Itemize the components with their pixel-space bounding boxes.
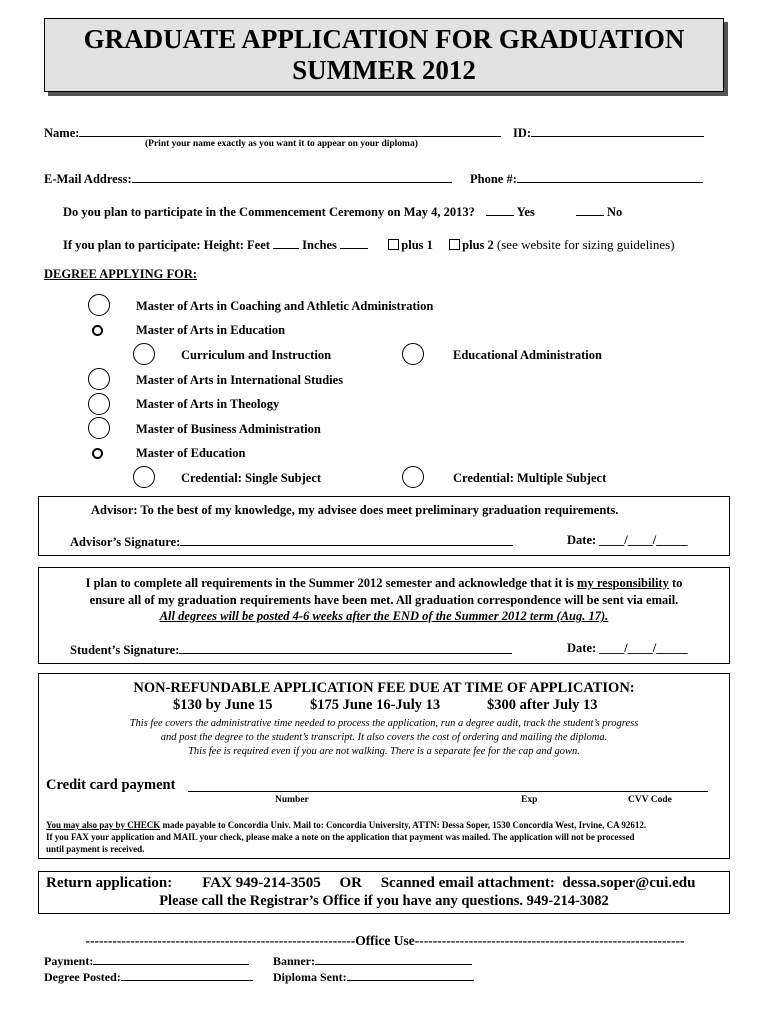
card-exp-label: Exp (521, 795, 538, 805)
student-signature-label: Student’s Signature: (70, 643, 180, 657)
fee-note-3: This fee is required even if you are not walking. There is a separate fee for the cap and gown. (188, 746, 580, 757)
degree-option-education: Master of Arts in Education (136, 323, 286, 337)
check-line-2: If you FAX your application and MAIL your check, please make a note on the application that payment was mailed. The application will not be processed (46, 832, 635, 842)
advisor-date-field[interactable]: ____/____/_____ (599, 533, 688, 547)
return-line-1: Return application: FAX 949-214-3505 OR Scanned email attachment: dessa.soper@cui.edu (46, 875, 696, 891)
return-line-2: Please call the Registrar’s Office if you have any questions. 949-214-3082 (159, 893, 609, 909)
degree-option-coaching: Master of Arts in Coaching and Athletic Administration (136, 299, 434, 313)
student-statement-emph: my responsibility (577, 576, 669, 590)
phone-label: Phone #: (470, 172, 517, 186)
diploma-sent-field[interactable] (347, 968, 474, 981)
degree-option-ed-admin: Educational Administration (453, 348, 602, 362)
id-label: ID: (513, 126, 532, 140)
advisor-statement: Advisor: To the best of my knowledge, my advisee does meet preliminary graduation requirements. (91, 503, 619, 517)
card-field[interactable] (188, 791, 708, 792)
student-statement-part1: I plan to complete all requirements in the Summer 2012 semester and acknowledge that it is (85, 576, 574, 590)
advisor-signature-label: Advisor’s Signature: (70, 535, 181, 549)
card-label: Credit card payment (46, 777, 176, 793)
page-title (44, 24, 724, 86)
student-date-field[interactable]: ____/____/_____ (599, 641, 688, 655)
yes-field[interactable] (486, 203, 514, 216)
degree-posted-field[interactable] (121, 968, 253, 981)
radio-mba[interactable] (88, 417, 110, 439)
fee-tier-1: $130 by June 15 (173, 697, 273, 713)
name-field[interactable] (79, 124, 501, 137)
diploma-sent-label: Diploma Sent: (273, 970, 347, 984)
feet-field[interactable] (273, 236, 299, 249)
student-statement-line2: ensure all of my graduation requirements have been met. All graduation correspondence will be sent via email. (89, 593, 679, 607)
radio-multiple-subject[interactable] (402, 466, 424, 488)
radio-curriculum[interactable] (133, 343, 155, 365)
advisor-date-label: Date: (567, 533, 597, 547)
card-cvv-label: CVV Code (628, 795, 672, 805)
no-label: No (607, 205, 623, 219)
fee-tier-2: $175 June 16-July 13 (310, 697, 441, 713)
radio-education[interactable] (92, 325, 103, 336)
degree-option-single-subject: Credential: Single Subject (181, 471, 322, 485)
plus1-label: plus 1 (401, 238, 433, 252)
degree-option-med: Master of Education (136, 446, 246, 460)
fee-heading: NON-REFUNDABLE APPLICATION FEE DUE AT TIME OF APPLICATION: (133, 680, 635, 696)
student-signature-field[interactable] (179, 641, 512, 654)
size-note: (see website for sizing guidelines) (496, 237, 675, 252)
radio-ed-admin[interactable] (402, 343, 424, 365)
radio-med[interactable] (92, 448, 103, 459)
phone-field[interactable] (517, 170, 703, 183)
plus2-label: plus 2 (462, 238, 494, 252)
office-use-heading: ------------------------------------------------------------Office Use------------------------------------------------------------ (85, 933, 685, 948)
banner-label: Banner: (273, 954, 315, 968)
no-field[interactable] (576, 203, 604, 216)
email-label: E-Mail Address: (44, 172, 132, 186)
fee-tier-3: $300 after July 13 (487, 697, 598, 713)
degree-heading: DEGREE APPLYING FOR: (44, 267, 198, 281)
degree-option-theology: Master of Arts in Theology (136, 397, 280, 411)
inches-field[interactable] (340, 236, 368, 249)
fee-note-2: and post the degree to the student’s transcript. It also covers the cost of ordering and mailing the diploma. (160, 732, 608, 743)
radio-intl-studies[interactable] (88, 368, 110, 390)
degree-option-intl-studies: Master of Arts in International Studies (136, 373, 344, 387)
student-statement-line3: All degrees will be posted 4-6 weeks after the END of the Summer 2012 term (Aug. 17). (159, 609, 609, 623)
advisor-signature-field[interactable] (180, 533, 513, 546)
title-line-1: GRADUATE APPLICATION FOR GRADUATION (83, 24, 685, 54)
check-line-1: made payable to Concordia Univ. Mail to: Concordia University, ATTN: Dessa Soper, 1530 Concordia West, Irvine, CA 92612. (160, 820, 647, 830)
degree-option-curriculum: Curriculum and Instruction (181, 348, 332, 362)
student-date-label: Date: (567, 641, 597, 655)
banner-field[interactable] (315, 952, 472, 965)
radio-theology[interactable] (88, 393, 110, 415)
email-field[interactable] (132, 170, 452, 183)
plus2-checkbox[interactable] (449, 239, 460, 250)
fee-note-1: This fee covers the administrative time needed to process the application, run a degree audit, track the student’s progress (129, 718, 639, 729)
radio-single-subject[interactable] (133, 466, 155, 488)
plus1-checkbox[interactable] (388, 239, 399, 250)
name-note: (Print your name exactly as you want it to appear on your diploma) (145, 139, 418, 149)
payment-field[interactable] (93, 952, 249, 965)
check-line-3: until payment is received. (46, 844, 145, 854)
size-prompt: If you plan to participate: Height: Feet (63, 238, 270, 252)
degree-posted-label: Degree Posted: (44, 970, 121, 984)
radio-coaching[interactable] (88, 294, 110, 316)
check-prefix: You may also pay by CHECK (46, 820, 161, 830)
card-number-label: Number (275, 795, 309, 805)
payment-label: Payment: (44, 954, 94, 968)
student-statement-part2: to (671, 576, 683, 590)
title-line-2: SUMMER 2012 (292, 55, 476, 85)
commencement-question: Do you plan to participate in the Commencement Ceremony on May 4, 2013? (63, 205, 475, 219)
inches-label: Inches (302, 238, 337, 252)
degree-option-multiple-subject: Credential: Multiple Subject (453, 471, 607, 485)
name-label: Name: (44, 126, 80, 140)
id-field[interactable] (531, 124, 704, 137)
yes-label: Yes (516, 205, 535, 219)
degree-option-mba: Master of Business Administration (136, 422, 321, 436)
